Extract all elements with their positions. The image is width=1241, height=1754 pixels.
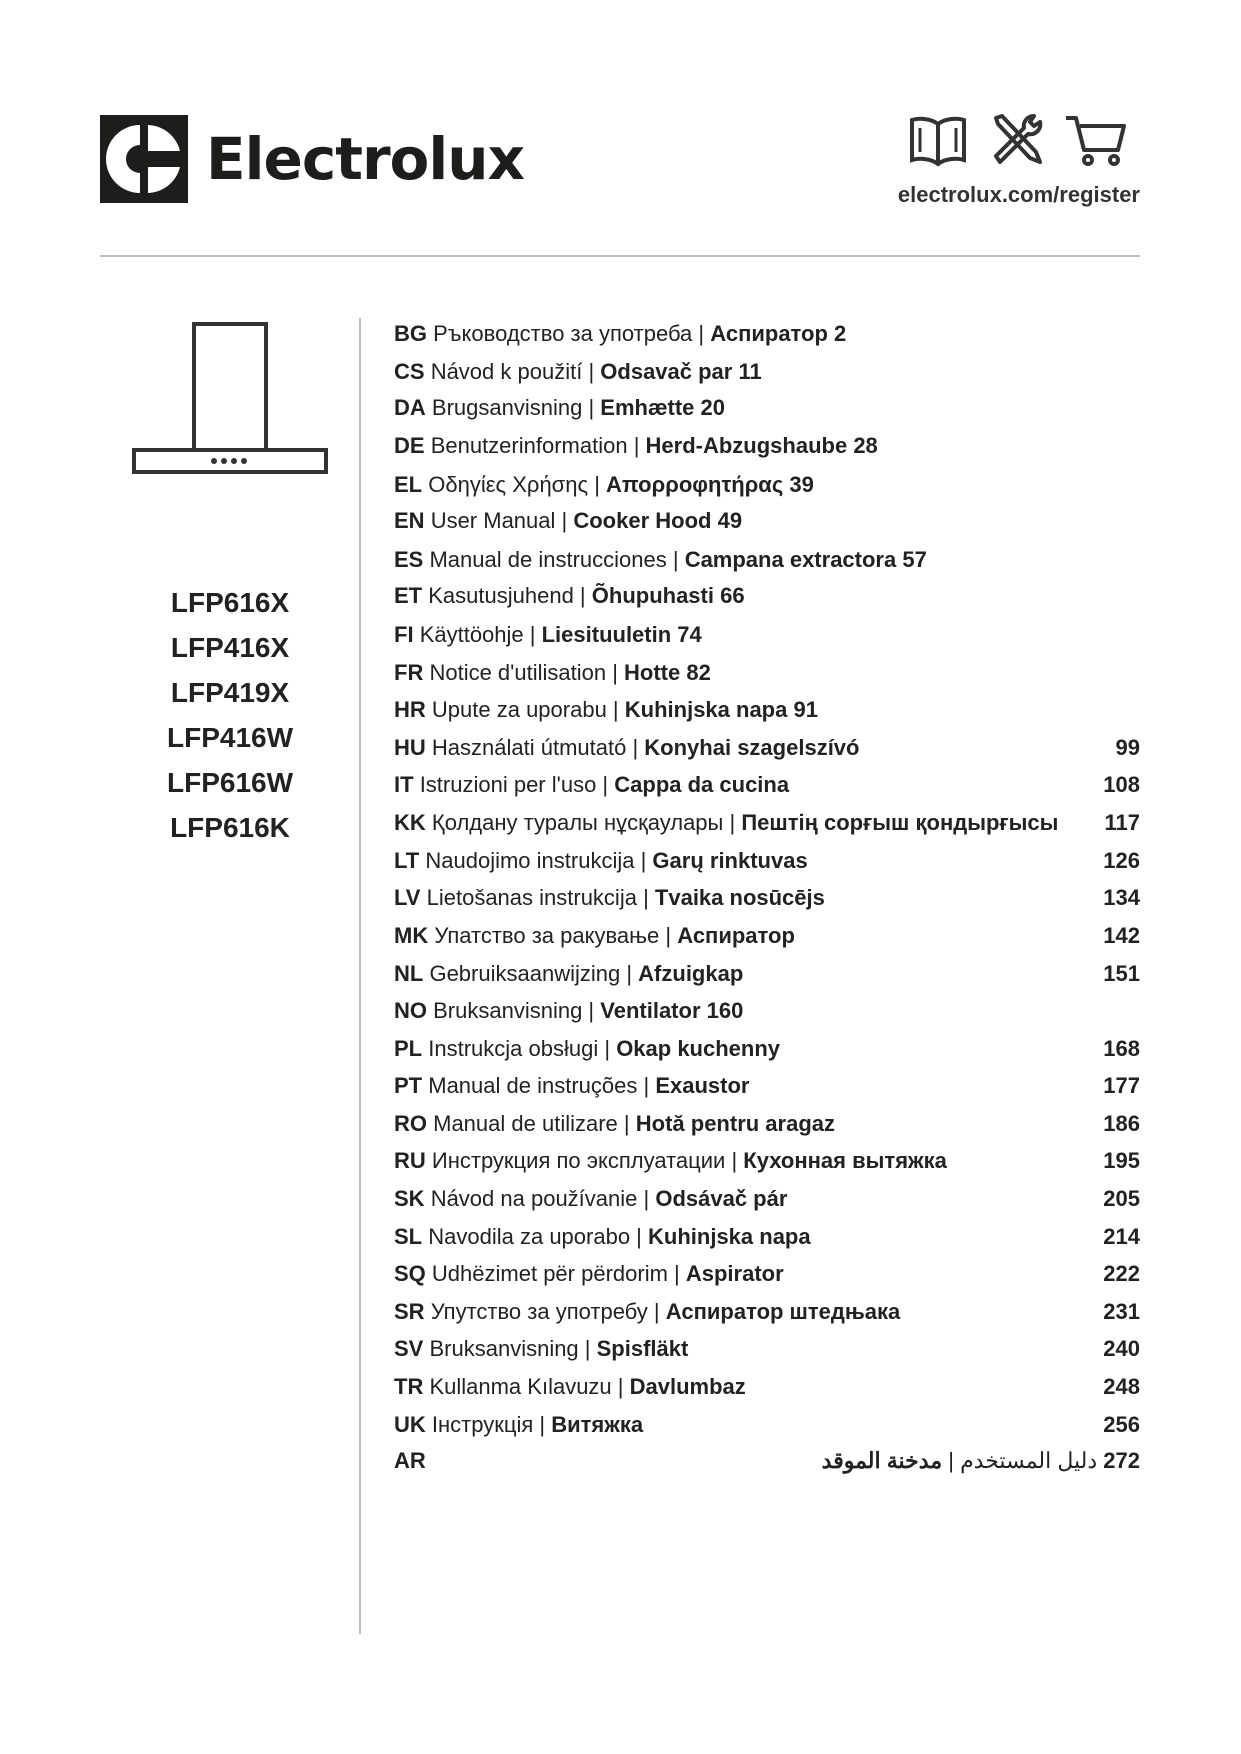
toc-entry: RU Инструкция по эксплуатации | Кухонная вытяжка 195 bbox=[394, 1148, 1140, 1173]
toc-entry: LV Lietošanas instrukcija | Tvaika nosūcējs 134 bbox=[394, 885, 1140, 910]
toc-entry: FR Notice d'utilisation | Hotte 82 bbox=[394, 660, 711, 685]
register-url: electrolux.com/register bbox=[897, 182, 1140, 207]
toc-entry: NO Bruksanvisning | Ventilator 160 bbox=[394, 998, 744, 1023]
toc-entry: TR Kullanma Kılavuzu | Davlumbaz 248 bbox=[394, 1374, 1140, 1399]
model-number: LFP416W bbox=[166, 722, 294, 753]
book-icon bbox=[908, 112, 968, 168]
electrolux-logo bbox=[100, 113, 524, 205]
toc-entry: UK Інструкція | Витяжка 256 bbox=[394, 1412, 1140, 1437]
toc-entry: HR Upute za uporabu | Kuhinjska napa 91 bbox=[394, 697, 818, 722]
model-number: LFP616W bbox=[166, 767, 294, 798]
toc-entry: KK Қолдану туралы нұсқаулары | Пештің сорғыш қондырғысы 117 bbox=[394, 810, 1140, 835]
toc-entry: SV Bruksanvisning | Spisfläkt 240 bbox=[394, 1336, 1140, 1361]
toc-entry: PT Manual de instruções | Exaustor 177 bbox=[394, 1073, 1140, 1098]
toc-entry-arabic: AR مدخنة الموقد | دليل المستخدم 272 bbox=[394, 1443, 1150, 1479]
column-divider bbox=[359, 318, 361, 1634]
toc-entry: ES Manual de instrucciones | Campana extractora 57 bbox=[394, 547, 927, 572]
cooker-hood-illustration bbox=[130, 320, 330, 480]
model-number: LFP616K bbox=[170, 812, 290, 843]
header-divider bbox=[100, 255, 1140, 257]
register-icons bbox=[908, 112, 1138, 172]
model-number: LFP616X bbox=[170, 587, 290, 618]
model-number: LFP419X bbox=[170, 677, 290, 708]
model-list bbox=[140, 580, 320, 850]
toc-entry: MK Упатство за ракување | Аспиратор 142 bbox=[394, 923, 1140, 948]
toc-entry: DE Benutzerinformation | Herd-Abzugshaube 28 bbox=[394, 433, 878, 458]
arabic-title: مدخنة الموقد | دليل المستخدم 272 bbox=[821, 1448, 1140, 1473]
toc-entry: LT Naudojimo instrukcija | Garų rinktuvas 126 bbox=[394, 848, 1140, 873]
toc-entry: IT Istruzioni per l'uso | Cappa da cucina 108 bbox=[394, 772, 1140, 797]
toc-entry: SQ Udhëzimet për përdorim | Aspirator 222 bbox=[394, 1261, 1140, 1286]
electrolux-logo-mark-icon bbox=[100, 115, 188, 203]
toc-entry: NL Gebruiksaanwijzing | Afzuigkap 151 bbox=[394, 961, 1140, 986]
model-number: LFP416X bbox=[170, 632, 290, 663]
toc-entry: SK Návod na používanie | Odsávač pár 205 bbox=[394, 1186, 1140, 1211]
toc-entry: BG Ръководство за употреба | Аспиратор 2 bbox=[394, 321, 847, 346]
toc-entry: RO Manual de utilizare | Hotă pentru aragaz 186 bbox=[394, 1111, 1140, 1136]
toc-entry: PL Instrukcja obsługi | Okap kuchenny 168 bbox=[394, 1036, 1140, 1061]
tools-icon bbox=[988, 112, 1044, 168]
cart-icon bbox=[1064, 112, 1128, 168]
toc-entry: ET Kasutusjuhend | Õhupuhasti 66 bbox=[394, 583, 745, 608]
toc-entry: SL Navodila za uporabo | Kuhinjska napa 214 bbox=[394, 1224, 1140, 1249]
brand-name: Electrolux bbox=[206, 125, 524, 193]
toc-entry: EL Οδηγίες Χρήσης | Απορροφητήρας 39 bbox=[394, 472, 814, 497]
toc-entry: SR Упутство за употребу | Аспиратор штедњака 231 bbox=[394, 1299, 1140, 1324]
toc-entry: CS Návod k použití | Odsavač par 11 bbox=[394, 359, 762, 384]
toc-entry: HU Használati útmutató | Konyhai szagelszívó 99 bbox=[394, 735, 1140, 760]
toc-entry: DA Brugsanvisning | Emhætte 20 bbox=[394, 395, 726, 420]
toc-entry: EN User Manual | Cooker Hood 49 bbox=[394, 508, 743, 533]
toc-entry: FI Käyttöohje | Liesituuletin 74 bbox=[394, 622, 702, 647]
